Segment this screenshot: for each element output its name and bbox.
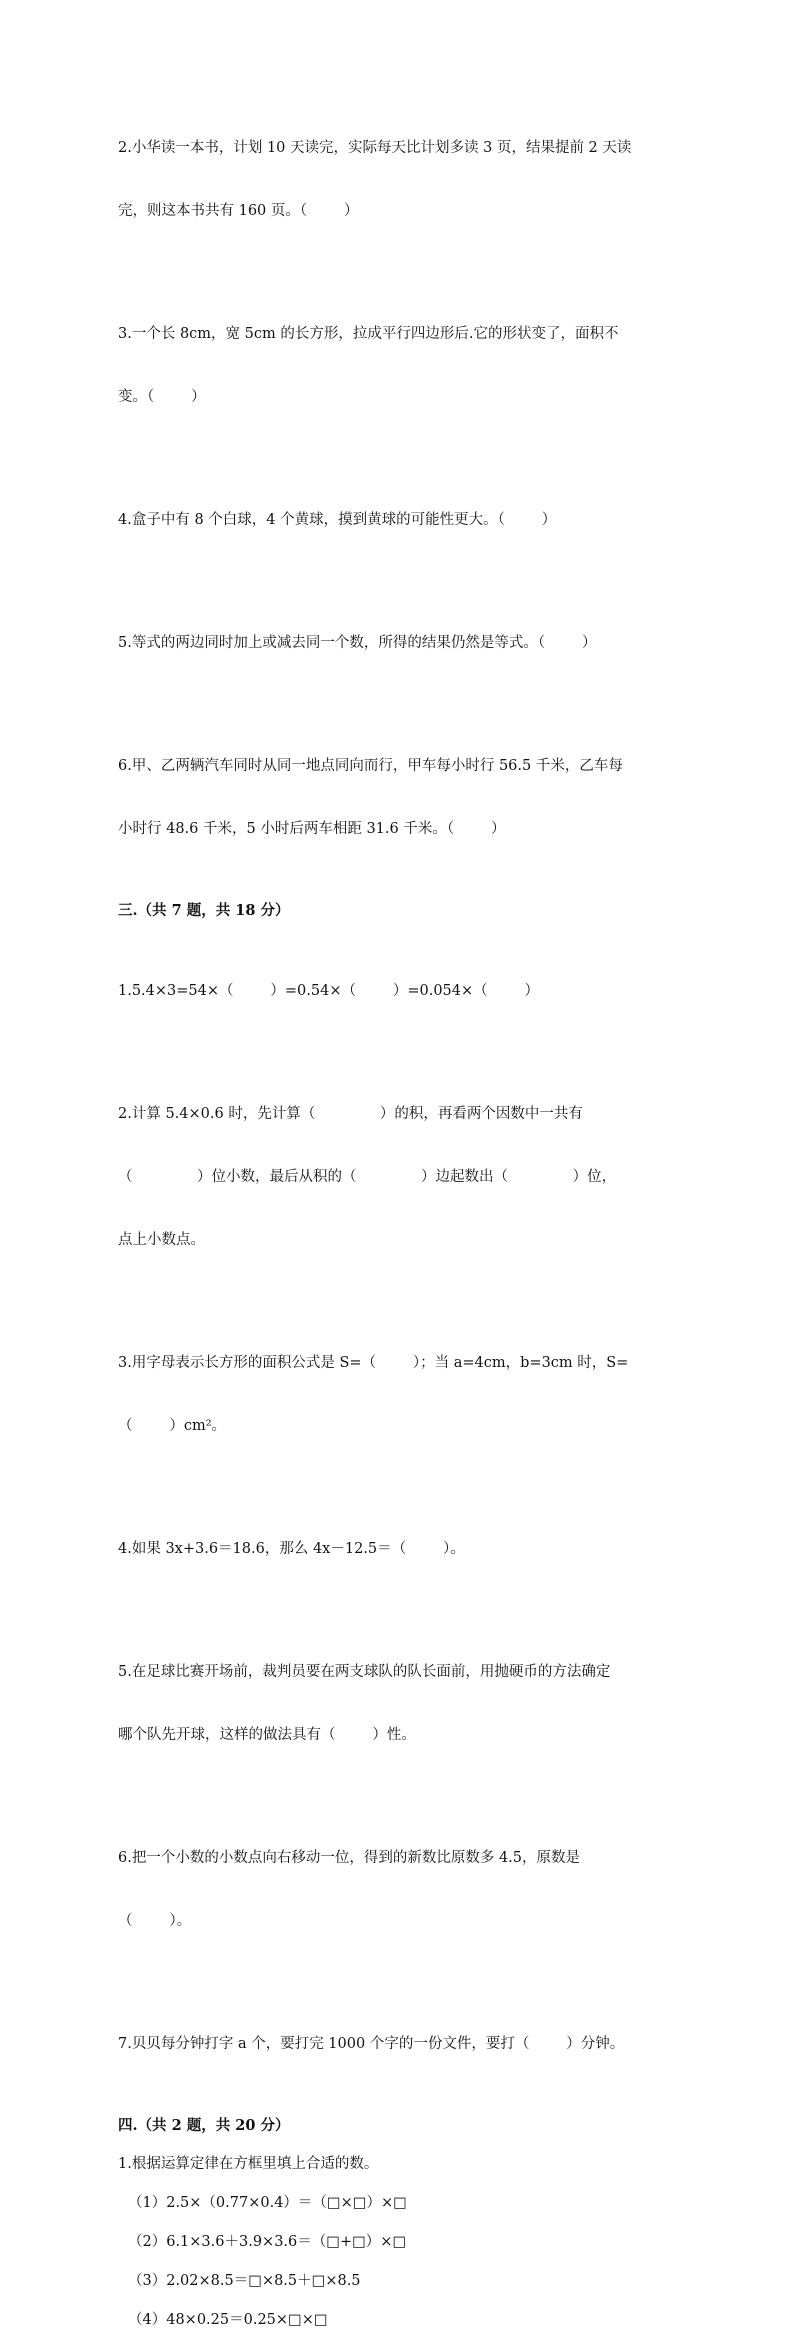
question-line: 6.甲、乙两辆汽车同时从同一地点同向而行，甲车每小时行 56.5 千米，乙车每 <box>118 758 623 774</box>
question-line: 5.在足球比赛开场前，裁判员要在两支球队的队长面前，用抛硬币的方法确定 <box>118 1664 611 1680</box>
question-line: 小时行 48.6 千米，5 小时后两车相距 31.6 千米。（ ） <box>118 821 506 837</box>
question-line: 2.小华读一本书，计划 10 天读完，实际每天比计划多读 3 页，结果提前 2 天读 <box>118 140 632 156</box>
question-line: 4.如果 3x+3.6＝18.6，那么 4x－12.5＝（ ）。 <box>118 1541 465 1557</box>
question-tf-4 <box>118 468 678 573</box>
question-fill-2 <box>118 1062 678 1293</box>
question-line: 7.贝贝每分钟打字 a 个，要打完 1000 个字的一份文件，要打（ ）分钟。 <box>118 2036 625 2052</box>
question-line: （ ）位小数，最后从积的（ ）边起数出（ ）位， <box>118 1169 617 1185</box>
question-line: 4.盒子中有 8 个白球，4 个黄球，摸到黄球的可能性更大。（ ） <box>118 512 557 528</box>
question-fill-4 <box>118 1497 678 1602</box>
question-calc-stem: 1.根据运算定律在方框里填上合适的数。 <box>118 2156 379 2172</box>
question-tf-6 <box>118 714 678 882</box>
question-line: 完，则这本书共有 160 页。（ ） <box>118 203 359 219</box>
question-tf-3 <box>118 282 678 450</box>
question-line: 变。（ ） <box>118 389 206 405</box>
question-tf-5 <box>118 591 678 696</box>
question-line: （ ）。 <box>118 1913 192 1929</box>
question-line: 2.计算 5.4×0.6 时，先计算（ ）的积，再看两个因数中一共有 <box>118 1106 583 1122</box>
calc-item-4: （4）48×0.25＝0.25×□×□ <box>128 2312 328 2328</box>
question-fill-5 <box>118 1620 678 1788</box>
question-fill-6 <box>118 1806 678 1974</box>
question-line: 3.一个长 8cm，宽 5cm 的长方形，拉成平行四边形后.它的形状变了，面积不 <box>118 326 619 342</box>
question-line: （ ）cm²。 <box>118 1418 227 1434</box>
question-fill-3 <box>118 1311 678 1479</box>
question-line: 哪个队先开球，这样的做法具有（ ）性。 <box>118 1727 416 1743</box>
question-line: 3.用字母表示长方形的面积公式是 S=（ ）；当 a=4cm，b=3cm 时，S= <box>118 1355 629 1371</box>
question-line: 6.把一个小数的小数点向右移动一位，得到的新数比原数多 4.5，原数是 <box>118 1850 581 1866</box>
section-three-title: 三.（共 7 题，共 18 分） <box>118 902 290 919</box>
question-line: 1.5.4×3=54×（ ）=0.54×（ ）=0.054×（ ） <box>118 983 540 999</box>
exam-page <box>118 96 678 2349</box>
question-line: 点上小数点。 <box>118 1232 205 1248</box>
calc-item-1: （1）2.5×（0.77×0.4）＝（□×□）×□ <box>128 2195 407 2211</box>
calc-item-2: （2）6.1×3.6＋3.9×3.6＝（□+□）×□ <box>128 2234 407 2250</box>
question-fill-1 <box>118 939 678 1044</box>
calc-item-3: （3）2.02×8.5＝□×8.5＋□×8.5 <box>128 2273 361 2289</box>
question-fill-7 <box>118 1992 678 2097</box>
section-four-title: 四.（共 2 题，共 20 分） <box>118 2117 290 2134</box>
question-tf-2 <box>118 96 678 264</box>
question-line: 5.等式的两边同时加上或减去同一个数，所得的结果仍然是等式。（ ） <box>118 635 597 651</box>
